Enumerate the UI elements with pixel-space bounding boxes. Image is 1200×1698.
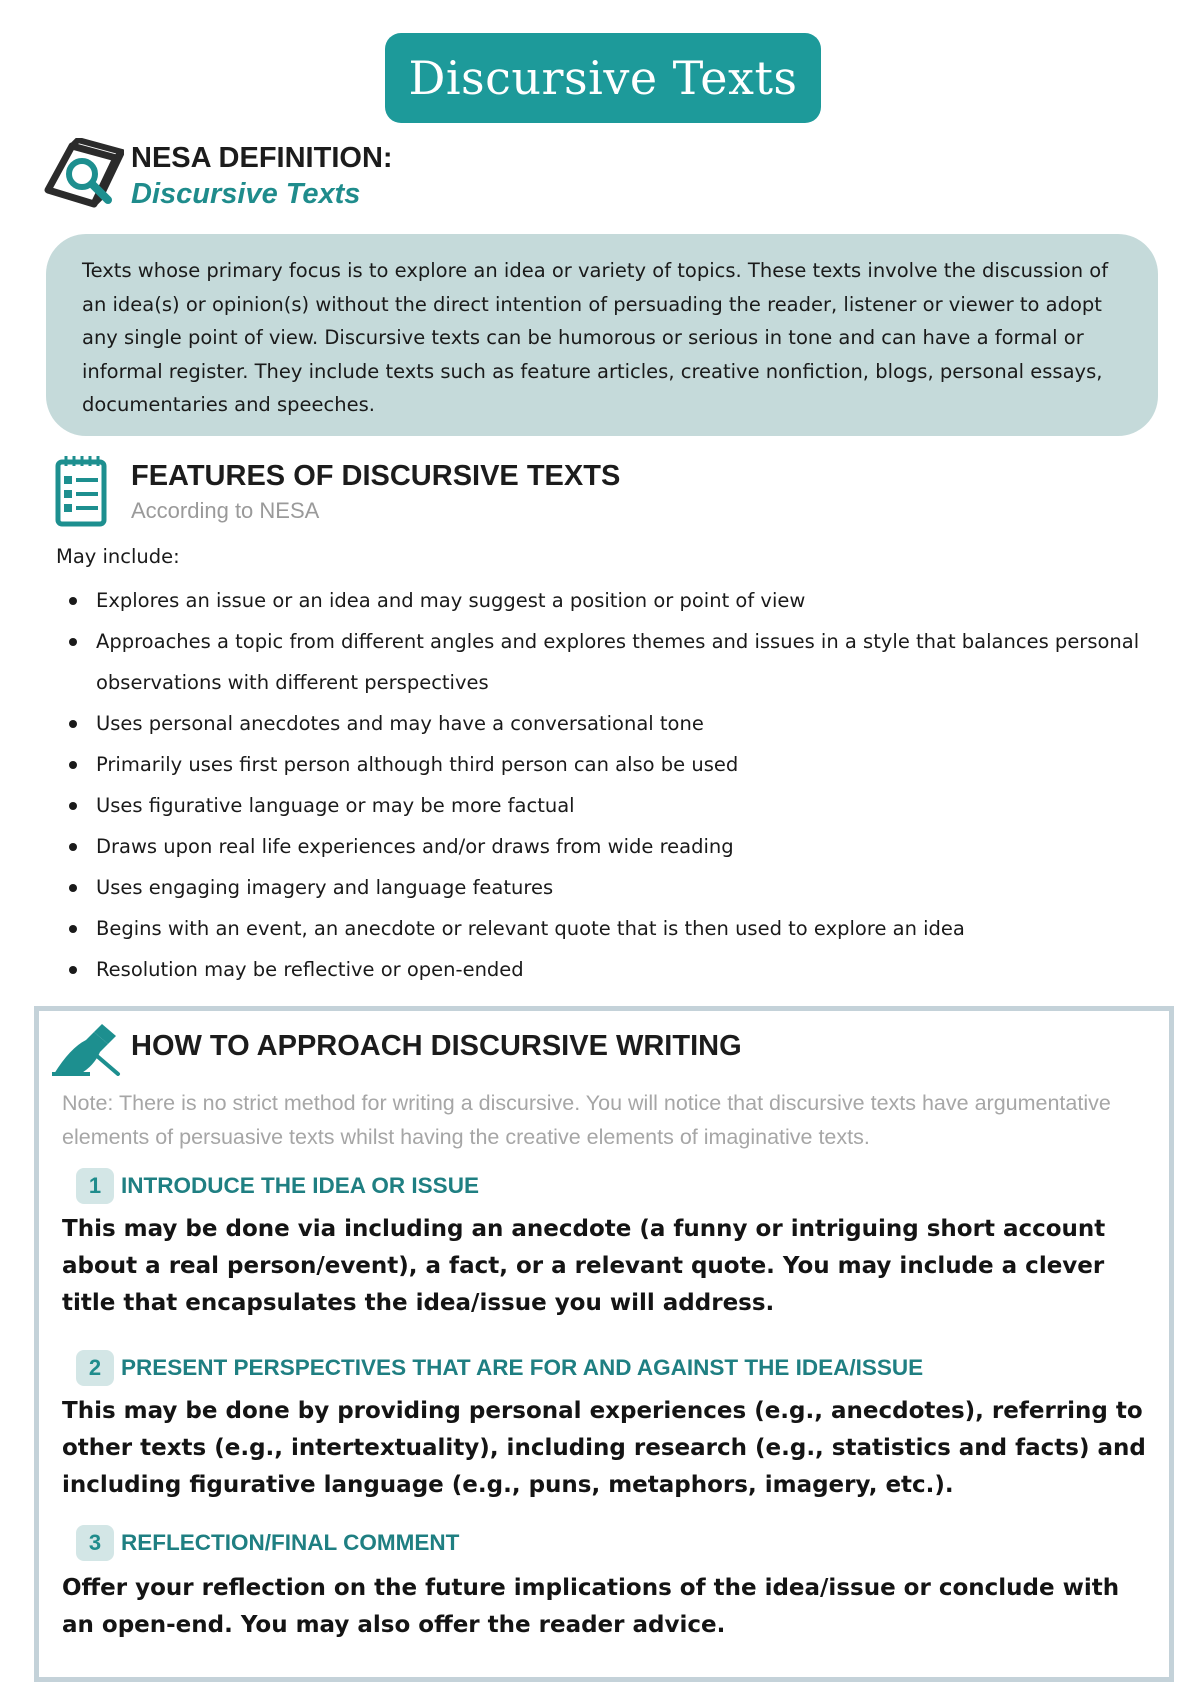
title-banner	[385, 33, 821, 123]
features-list	[66, 580, 1146, 990]
list-item: Explores an issue or an idea and may suggest a position or point of view	[66, 580, 1146, 621]
features-heading: FEATURES OF DISCURSIVE TEXTS	[131, 460, 621, 492]
step-body: Offer your reflection on the future implications of the idea/issue or conclude with an open-end. You may also offer the reader advice.	[62, 1575, 1120, 1638]
checklist-icon	[54, 452, 110, 528]
list-item: Uses figurative language or may be more factual	[66, 785, 1146, 826]
list-item: Draws upon real life experiences and/or draws from wide reading	[66, 826, 1146, 867]
book-magnifier-icon	[42, 138, 124, 214]
approach-note: Note: There is no strict method for writing a discursive. You will notice that discursive texts have argumentative elements of persuasive texts whilst having the creative elements of imaginative texts.	[62, 1091, 1111, 1149]
list-item: Primarily uses first person although third person can also be used	[66, 744, 1146, 785]
features-subheading: According to NESA	[131, 498, 320, 523]
pen-writing-icon	[50, 1020, 122, 1076]
step-body: This may be done via including an anecdote (a funny or intriguing short account about a real person/event), a fact, or a relevant quote. You may include a clever title that encapsulates the idea/issue you will address.	[62, 1216, 1106, 1316]
definition-subheading: Discursive Texts	[131, 178, 361, 210]
list-item: Uses engaging imagery and language features	[66, 867, 1146, 908]
approach-heading: HOW TO APPROACH DISCURSIVE WRITING	[131, 1030, 742, 1062]
step-number: 2	[76, 1350, 114, 1386]
page-title: Discursive Texts	[408, 51, 798, 105]
list-item: Uses personal anecdotes and may have a conversational tone	[66, 703, 1146, 744]
step-heading: PRESENT PERSPECTIVES THAT ARE FOR AND AGAINST THE IDEA/ISSUE	[121, 1355, 924, 1380]
list-item: Resolution may be reflective or open-ended	[66, 949, 1146, 990]
list-item: Begins with an event, an anecdote or relevant quote that is then used to explore an idea	[66, 908, 1146, 949]
step-number: 3	[76, 1525, 114, 1561]
step-body: This may be done by providing personal experiences (e.g., anecdotes), referring to other texts (e.g., intertextuality), including research (e.g., statistics and facts) and including figurative language (e.g., puns, metaphors, imagery, etc.).	[62, 1398, 1146, 1498]
definition-heading: NESA DEFINITION:	[131, 142, 393, 174]
list-item: Approaches a topic from different angles and explores themes and issues in a style that balances personal observations with different perspectives	[66, 621, 1146, 703]
definition-box	[46, 234, 1158, 436]
step-heading: REFLECTION/FINAL COMMENT	[121, 1530, 460, 1555]
step-heading: INTRODUCE THE IDEA OR ISSUE	[121, 1173, 479, 1198]
features-intro: May include:	[56, 545, 180, 568]
definition-text: Texts whose primary focus is to explore an idea or variety of topics. These texts involve the discussion of an idea(s) or opinion(s) without the direct intention of persuading the reader, listener or viewer to adopt any single point of view. Discursive texts can be humorous or serious in tone and can have a formal or informal register. They include texts such as feature articles, creative nonfiction, blogs, personal essays, documentaries and speeches.	[82, 259, 1109, 416]
step-number: 1	[76, 1168, 114, 1204]
